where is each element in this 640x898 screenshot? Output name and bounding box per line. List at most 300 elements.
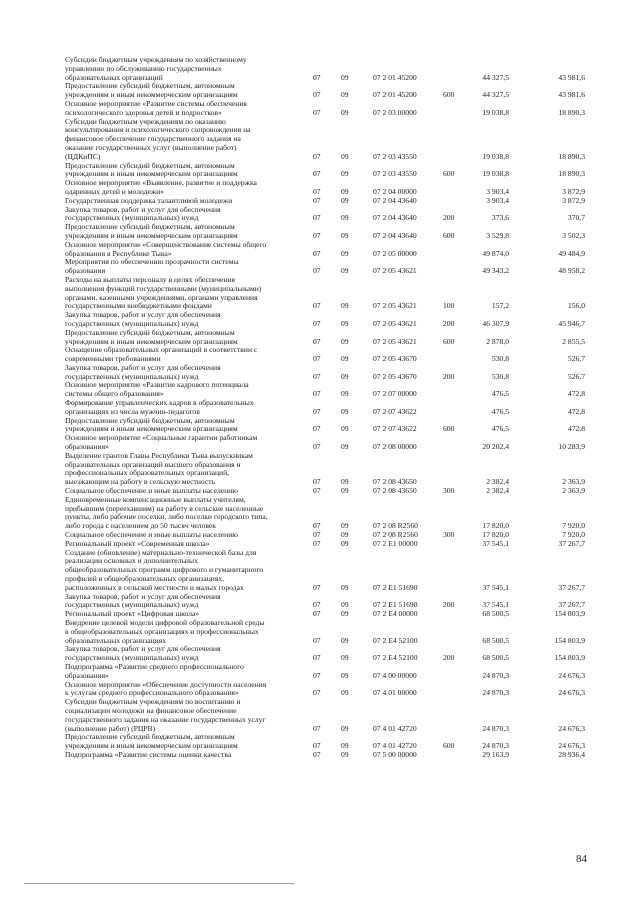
row-name-line: учреждениям и иным некоммерческим организациям <box>65 336 238 346</box>
target-article-code: 07 2 07 43622 <box>373 424 417 434</box>
row-name <box>65 619 303 645</box>
section-code: 07 <box>313 442 321 452</box>
amount-year-1: 49 874,0 <box>482 248 509 258</box>
row-name <box>65 118 303 162</box>
table-row <box>0 241 640 259</box>
table-row <box>0 698 640 733</box>
section-code: 07 <box>313 424 321 434</box>
row-name-line: (ЦДКиПС) <box>65 151 101 161</box>
subsection-code: 09 <box>341 477 349 487</box>
row-name-line: прибывшим (переехавшим) на работу в сельские населенные <box>65 503 264 513</box>
table-row <box>0 162 640 180</box>
target-article-code: 07 2 08 43650 <box>373 486 417 496</box>
row-name-line: современными требованиями <box>65 354 161 364</box>
section-code: 07 <box>313 609 321 619</box>
amount-year-2: 7 920,0 <box>562 530 585 540</box>
budget-table <box>0 56 640 760</box>
subsection-code: 09 <box>341 442 349 452</box>
target-article-code: 07 2 05 43621 <box>373 336 417 346</box>
subsection-code: 09 <box>341 582 349 592</box>
amount-year-2: 28 936,4 <box>558 749 585 759</box>
subsection-code: 09 <box>341 169 349 179</box>
section-code: 07 <box>313 521 321 531</box>
amount-year-1: 17 820,0 <box>482 530 509 540</box>
amount-year-1: 17 820,0 <box>482 521 509 531</box>
amount-year-2: 43 981,6 <box>558 72 585 82</box>
amount-year-1: 24 870,3 <box>482 670 509 680</box>
amount-year-1: 3 529,8 <box>486 230 509 240</box>
amount-year-1: 476,5 <box>491 406 509 416</box>
row-name <box>65 258 303 276</box>
row-name-line: государственных (муниципальных) нужд <box>65 371 199 381</box>
row-name <box>65 381 303 399</box>
row-name-line: государственных (муниципальных) нужд <box>65 653 199 663</box>
row-name-line: Субсидии бюджетным учреждениям по оказанию <box>65 116 226 126</box>
amount-year-1: 2 382,4 <box>486 486 509 496</box>
amount-year-1: 68 500,5 <box>482 653 509 663</box>
subsection-code: 09 <box>341 688 349 698</box>
amount-year-2: 3 872,9 <box>562 186 585 196</box>
amount-year-2: 37 267,7 <box>558 600 585 610</box>
target-article-code: 07 2 05 00000 <box>373 248 417 258</box>
expense-type-code: 600 <box>443 90 455 100</box>
footer-rule <box>24 883 294 884</box>
table-row <box>0 751 640 760</box>
table-row <box>0 381 640 399</box>
amount-year-1: 24 870,3 <box>482 688 509 698</box>
section-code: 07 <box>313 582 321 592</box>
row-name-line: образовательных организаций высшего образования и <box>65 459 241 469</box>
section-code: 07 <box>313 301 321 311</box>
target-article-code: 07 2 E1 51690 <box>373 600 418 610</box>
table-row <box>0 258 640 276</box>
table-row <box>0 434 640 452</box>
row-name-line: Социальное обеспечение и иные выплаты населению <box>65 486 238 496</box>
table-row <box>0 364 640 382</box>
table-row <box>0 56 640 82</box>
table-row <box>0 118 640 162</box>
subsection-code: 09 <box>341 72 349 82</box>
section-code: 07 <box>313 600 321 610</box>
row-name-line: Основное мероприятие «Социальные гарантии работникам <box>65 433 258 443</box>
target-article-code: 07 2 E1 00000 <box>373 538 418 548</box>
expense-type-code: 600 <box>443 230 455 240</box>
row-name-line: Предоставление субсидий бюджетным, автономным <box>65 160 235 170</box>
amount-year-2: 2 363,9 <box>562 486 585 496</box>
row-name-line: государственных (муниципальных) нужд <box>65 318 199 328</box>
amount-year-2: 154 803,9 <box>554 635 585 645</box>
section-code: 07 <box>313 538 321 548</box>
row-name-line: Региональный проект «Цифровая школа» <box>65 609 200 619</box>
subsection-code: 09 <box>341 90 349 100</box>
section-code: 07 <box>313 486 321 496</box>
row-name <box>65 179 303 197</box>
amount-year-1: 19 038,8 <box>482 107 509 117</box>
subsection-code: 09 <box>341 635 349 645</box>
amount-year-1: 19 038,8 <box>482 169 509 179</box>
amount-year-1: 37 545,1 <box>482 600 509 610</box>
amount-year-2: 24 676,3 <box>558 688 585 698</box>
row-name-line: учреждениям и иным некоммерческим организациям <box>65 741 238 751</box>
amount-year-1: 68 500,5 <box>482 609 509 619</box>
row-name <box>65 496 303 531</box>
row-name <box>65 452 303 487</box>
row-name <box>65 162 303 180</box>
table-row <box>0 733 640 751</box>
target-article-code: 07 2 E4 52100 <box>373 653 418 663</box>
section-code: 07 <box>313 477 321 487</box>
amount-year-2: 18 890,3 <box>558 169 585 179</box>
amount-year-2: 472,8 <box>567 406 585 416</box>
section-code: 07 <box>313 530 321 540</box>
section-code: 07 <box>313 389 321 399</box>
section-code: 07 <box>313 749 321 759</box>
row-name <box>65 100 303 118</box>
expense-type-code: 600 <box>443 424 455 434</box>
subsection-code: 09 <box>341 521 349 531</box>
subsection-code: 09 <box>341 266 349 276</box>
row-name <box>65 311 303 329</box>
row-name-line: либо города с населением до 50 тысяч человек <box>65 521 216 531</box>
row-name-line: пункты, либо рабочие поселки, либо поселки городского типа, <box>65 512 268 522</box>
row-name-line: государственных (муниципальных) нужд <box>65 600 199 610</box>
expense-type-code: 200 <box>443 213 455 223</box>
subsection-code: 09 <box>341 530 349 540</box>
row-name-line: (выполнение работ) (РЦРВ) <box>65 723 156 733</box>
row-name <box>65 698 303 733</box>
subsection-code: 09 <box>341 301 349 311</box>
amount-year-1: 3 903,4 <box>486 186 509 196</box>
row-name <box>65 276 303 311</box>
subsection-code: 09 <box>341 336 349 346</box>
amount-year-2: 18 890,3 <box>558 151 585 161</box>
target-article-code: 07 4 01 42720 <box>373 723 417 733</box>
table-row <box>0 417 640 435</box>
section-code: 07 <box>313 670 321 680</box>
section-code: 07 <box>313 72 321 82</box>
table-row <box>0 329 640 347</box>
amount-year-2: 370,7 <box>567 213 585 223</box>
section-code: 07 <box>313 107 321 117</box>
row-name-line: Государственная поддержка талантливой молодежи <box>65 195 233 205</box>
amount-year-2: 472,8 <box>567 424 585 434</box>
expense-type-code: 200 <box>443 600 455 610</box>
row-name-line: органами, казенными учреждениями, органами управления <box>65 292 258 302</box>
target-article-code: 07 2 04 43640 <box>373 195 417 205</box>
row-name-line: выезжающим на работу в сельскую местность <box>65 477 216 487</box>
row-name-line: учреждениям и иным некоммерческим организациям <box>65 90 238 100</box>
row-name-line: психологического здоровья детей и подростков» <box>65 107 222 117</box>
table-row <box>0 346 640 364</box>
section-code: 07 <box>313 406 321 416</box>
table-row <box>0 452 640 487</box>
amount-year-1: 3 903,4 <box>486 195 509 205</box>
subsection-code: 09 <box>341 538 349 548</box>
row-name <box>65 346 303 364</box>
target-article-code: 07 2 08 R2560 <box>373 521 418 531</box>
amount-year-2: 37 267,7 <box>558 538 585 548</box>
amount-year-1: 49 343,2 <box>482 266 509 276</box>
row-name-line: оказание государственных услуг (выполнение работ) <box>65 142 237 152</box>
subsection-code: 09 <box>341 195 349 205</box>
section-code: 07 <box>313 723 321 733</box>
row-name-line: Подпрограмма «Развитие среднего профессионального <box>65 661 244 671</box>
row-name-line: Мероприятия по обеспечению прозрачности системы <box>65 257 239 267</box>
row-name <box>65 663 303 681</box>
section-code: 07 <box>313 354 321 364</box>
amount-year-1: 476,5 <box>491 424 509 434</box>
table-row <box>0 276 640 311</box>
expense-type-code: 300 <box>443 530 455 540</box>
subsection-code: 09 <box>341 486 349 496</box>
section-code: 07 <box>313 336 321 346</box>
section-code: 07 <box>313 90 321 100</box>
row-name <box>65 593 303 611</box>
subsection-code: 09 <box>341 389 349 399</box>
section-code: 07 <box>313 318 321 328</box>
row-name-line: общеобразовательных программ цифрового и гуманитарного <box>65 565 264 575</box>
row-name-line: образования <box>65 266 106 276</box>
expense-type-code: 600 <box>443 169 455 179</box>
target-article-code: 07 4 01 42720 <box>373 741 417 751</box>
row-name-line: профессиональных образовательных организаций, <box>65 468 230 478</box>
row-name-line: Предоставление субсидий бюджетным, автономным <box>65 81 235 91</box>
section-code: 07 <box>313 371 321 381</box>
row-name-line: Оснащение образовательных организаций в соответствии с <box>65 345 258 355</box>
table-row <box>0 100 640 118</box>
section-code: 07 <box>313 169 321 179</box>
row-name <box>65 223 303 241</box>
expense-type-code: 600 <box>443 741 455 751</box>
target-article-code: 07 2 05 43621 <box>373 301 417 311</box>
section-code: 07 <box>313 635 321 645</box>
amount-year-2: 3 502,3 <box>562 230 585 240</box>
table-row <box>0 593 640 611</box>
row-name-line: Предоставление субсидий бюджетным, автономным <box>65 732 235 742</box>
target-article-code: 07 2 05 43670 <box>373 371 417 381</box>
row-name-line: Закупка товаров, работ и услуг для обеспечения <box>65 310 221 320</box>
target-article-code: 07 2 07 43622 <box>373 406 417 416</box>
amount-year-1: 37 545,1 <box>482 582 509 592</box>
amount-year-2: 10 283,9 <box>558 442 585 452</box>
row-name-line: Предоставление субсидий бюджетным, автономным <box>65 327 235 337</box>
subsection-code: 09 <box>341 406 349 416</box>
amount-year-2: 24 676,3 <box>558 723 585 733</box>
table-row <box>0 223 640 241</box>
table-row <box>0 179 640 197</box>
table-row <box>0 619 640 645</box>
target-article-code: 07 4 00 00000 <box>373 670 417 680</box>
amount-year-1: 24 870,3 <box>482 741 509 751</box>
row-name-line: Предоставление субсидий бюджетным, автономным <box>65 222 235 232</box>
amount-year-2: 2 855,5 <box>562 336 585 346</box>
target-article-code: 07 4 01 00000 <box>373 688 417 698</box>
table-row <box>0 663 640 681</box>
amount-year-1: 476,5 <box>491 389 509 399</box>
section-code: 07 <box>313 266 321 276</box>
table-row <box>0 549 640 593</box>
section-code: 07 <box>313 186 321 196</box>
target-article-code: 07 2 03 00000 <box>373 107 417 117</box>
row-name-line: системы общего образования» <box>65 389 164 399</box>
row-name-line: Субсидии бюджетным учреждениям по хозяйственному <box>65 55 247 64</box>
target-article-code: 07 2 01 45200 <box>373 72 417 82</box>
row-name <box>65 399 303 417</box>
target-article-code: 07 2 08 R2560 <box>373 530 418 540</box>
subsection-code: 09 <box>341 653 349 663</box>
subsection-code: 09 <box>341 741 349 751</box>
target-article-code: 07 2 04 43640 <box>373 213 417 223</box>
row-name <box>65 645 303 663</box>
section-code: 07 <box>313 248 321 258</box>
expense-type-code: 200 <box>443 653 455 663</box>
amount-year-1: 2 878,0 <box>486 336 509 346</box>
amount-year-2: 2 363,9 <box>562 477 585 487</box>
section-code: 07 <box>313 741 321 751</box>
row-name-line: Единовременные компенсационные выплаты учителям, <box>65 494 246 504</box>
row-name-line: Подпрограмма «Развитие системы оценки качества <box>65 749 232 759</box>
target-article-code: 07 5 00 00000 <box>373 749 417 759</box>
row-name-line: Закупка товаров, работ и услуг для обеспечения <box>65 204 221 214</box>
row-name-line: Субсидии бюджетным учреждениям по воспитанию и <box>65 697 241 707</box>
row-name <box>65 733 303 751</box>
amount-year-1: 2 382,4 <box>486 477 509 487</box>
target-article-code: 07 2 04 00000 <box>373 186 417 196</box>
row-name <box>65 417 303 435</box>
amount-year-2: 48 958,2 <box>558 266 585 276</box>
subsection-code: 09 <box>341 749 349 759</box>
table-row <box>0 82 640 100</box>
row-name-line: государственных (муниципальных) нужд <box>65 213 199 223</box>
row-name-line: Основное мероприятие «Выявление, развитие и поддержка <box>65 178 257 188</box>
amount-year-2: 472,8 <box>567 389 585 399</box>
row-name-line: образования» <box>65 670 109 680</box>
subsection-code: 09 <box>341 248 349 258</box>
row-name-line: Основное мероприятие «Совершенствование системы общего <box>65 239 267 249</box>
subsection-code: 09 <box>341 371 349 381</box>
section-code: 07 <box>313 230 321 240</box>
subsection-code: 09 <box>341 609 349 619</box>
row-name-line: Закупка товаров, работ и услуг для обеспечения <box>65 362 221 372</box>
amount-year-1: 44 327,5 <box>482 72 509 82</box>
row-name <box>65 241 303 259</box>
target-article-code: 07 2 E1 51690 <box>373 582 418 592</box>
target-article-code: 07 2 07 00000 <box>373 389 417 399</box>
amount-year-1: 530,8 <box>491 354 509 364</box>
row-name-line: Основное мероприятие «Обеспечение доступности населения <box>65 679 267 689</box>
section-code: 07 <box>313 213 321 223</box>
section-code: 07 <box>313 195 321 205</box>
subsection-code: 09 <box>341 723 349 733</box>
amount-year-2: 526,7 <box>567 371 585 381</box>
expense-type-code: 200 <box>443 318 455 328</box>
row-name-line: к услугам среднего профессионального образования» <box>65 688 239 698</box>
row-name-line: организациях из числа мужчин-педагогов <box>65 406 200 416</box>
amount-year-1: 19 038,8 <box>482 151 509 161</box>
row-name-line: Предоставление субсидий бюджетным, автономным <box>65 415 235 425</box>
target-article-code: 07 2 E4 52100 <box>373 635 418 645</box>
row-name-line: учреждениям и иным некоммерческим организациям <box>65 230 238 240</box>
row-name-line: учреждениям и иным некоммерческим организациям <box>65 424 238 434</box>
row-name-line: Выделение грантов Главы Республики Тыва выпускникам <box>65 450 253 460</box>
row-name-line: финансовое обеспечение государственного задания на <box>65 134 241 144</box>
amount-year-2: 24 676,3 <box>558 741 585 751</box>
target-article-code: 07 2 05 43621 <box>373 266 417 276</box>
amount-year-1: 20 202,4 <box>482 442 509 452</box>
amount-year-1: 29 163,9 <box>482 749 509 759</box>
subsection-code: 09 <box>341 107 349 117</box>
row-name <box>65 549 303 593</box>
row-name-line: Основное мероприятие «Развитие кадрового потенциала <box>65 380 249 390</box>
subsection-code: 09 <box>341 230 349 240</box>
amount-year-2: 24 676,3 <box>558 670 585 680</box>
row-name-line: Формирование управленческих кадров в образовательных <box>65 398 254 408</box>
subsection-code: 09 <box>341 151 349 161</box>
row-name-line: Закупка товаров, работ и услуг для обеспечения <box>65 644 221 654</box>
row-name-line: Закупка товаров, работ и услуг для обеспечения <box>65 591 221 601</box>
table-row <box>0 645 640 663</box>
table-row <box>0 681 640 699</box>
row-name-line: Создание (обновление) материально-технической базы для <box>65 547 257 557</box>
row-name-line: одаренных детей и молодежи» <box>65 186 164 196</box>
expense-type-code: 300 <box>443 486 455 496</box>
row-name-line: расположенных в сельской местности и малых городах <box>65 582 244 592</box>
target-article-code: 07 2 03 43550 <box>373 169 417 179</box>
subsection-code: 09 <box>341 670 349 680</box>
amount-year-2: 37 267,7 <box>558 582 585 592</box>
target-article-code: 07 2 04 43640 <box>373 230 417 240</box>
row-name-line: Расходы на выплаты персоналу в целях обеспечения <box>65 274 236 284</box>
section-code: 07 <box>313 688 321 698</box>
row-name-line: социализации молодежи на финансовое обеспечение <box>65 705 237 715</box>
expense-type-code: 200 <box>443 371 455 381</box>
row-name <box>65 751 303 760</box>
subsection-code: 09 <box>341 354 349 364</box>
amount-year-1: 530,8 <box>491 371 509 381</box>
row-name <box>65 434 303 452</box>
row-name-line: Внедрение целевой модели цифровой образовательной среды <box>65 618 265 627</box>
table-row <box>0 311 640 329</box>
row-name-line: образовательных организаций <box>65 72 163 82</box>
amount-year-2: 7 920,0 <box>562 521 585 531</box>
amount-year-1: 24 870,3 <box>482 723 509 733</box>
row-name <box>65 56 303 82</box>
amount-year-1: 373,6 <box>491 213 509 223</box>
row-name-line: консультирования и психологического сопровождения на <box>65 125 251 135</box>
row-name-line: государственными внебюджетными фондами <box>65 301 212 311</box>
row-name-line: Региональный проект «Современная школа» <box>65 538 210 548</box>
section-code: 07 <box>313 653 321 663</box>
amount-year-2: 43 981,6 <box>558 90 585 100</box>
row-name <box>65 681 303 699</box>
target-article-code: 07 2 05 43621 <box>373 318 417 328</box>
target-article-code: 07 2 03 43550 <box>373 151 417 161</box>
subsection-code: 09 <box>341 600 349 610</box>
amount-year-1: 46 307,9 <box>482 318 509 328</box>
amount-year-2: 154 803,9 <box>554 609 585 619</box>
amount-year-2: 49 484,9 <box>558 248 585 258</box>
row-name <box>65 82 303 100</box>
amount-year-1: 157,2 <box>491 301 509 311</box>
row-name-line: образовательных организациях <box>65 635 167 645</box>
row-name <box>65 206 303 224</box>
expense-type-code: 600 <box>443 336 455 346</box>
amount-year-1: 44 327,5 <box>482 90 509 100</box>
row-name-line: профилей в общеобразовательных организациях, <box>65 574 225 584</box>
table-row <box>0 496 640 531</box>
amount-year-1: 68 500,5 <box>482 635 509 645</box>
row-name-line: учреждениям и иным некоммерческим организациям <box>65 169 238 179</box>
